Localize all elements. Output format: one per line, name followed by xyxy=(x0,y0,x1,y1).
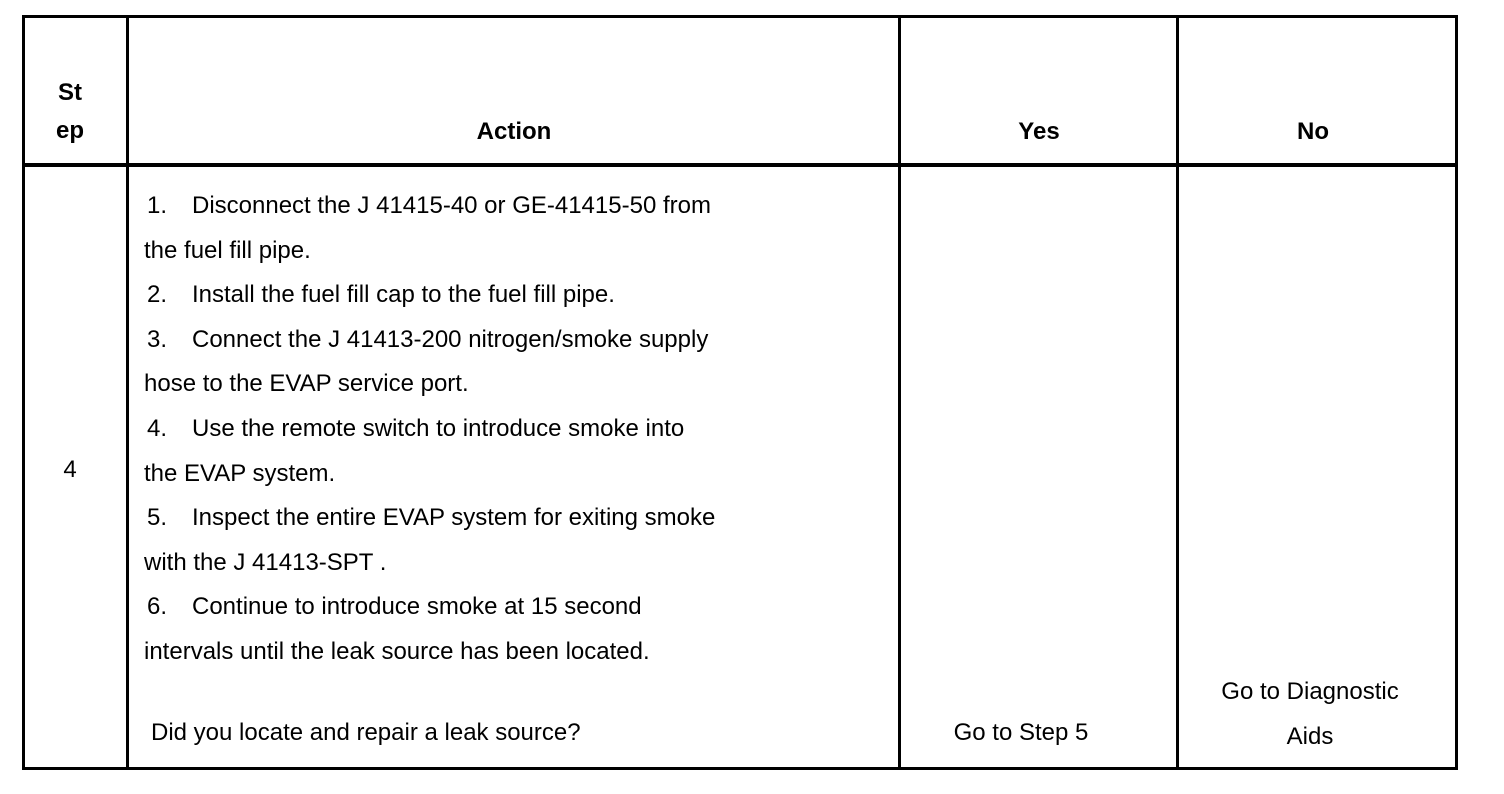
action-item-text: Connect the J 41413-200 nitrogen/smoke supply xyxy=(192,325,709,353)
yes-result: Go to Step 5 xyxy=(953,719,1089,746)
header-no: No xyxy=(1297,118,1329,145)
diagnostic-table xyxy=(22,15,1458,770)
action-item-number: 3. xyxy=(147,325,168,353)
no-result-line2: Aids xyxy=(1286,723,1334,750)
no-result xyxy=(1179,669,1441,759)
header-step-line1: St xyxy=(58,79,82,106)
action-item-6-continuation: intervals until the leak source has been located. xyxy=(144,637,650,665)
action-item-6 xyxy=(144,585,844,630)
action-item-5-continuation: with the J 41413-SPT . xyxy=(144,548,387,576)
action-item-number: 2. xyxy=(147,281,168,309)
action-item-3-continuation: hose to the EVAP service port. xyxy=(144,370,469,398)
header-divider xyxy=(25,163,1455,167)
action-item-3 xyxy=(144,318,844,363)
action-item-4-continuation: the EVAP system. xyxy=(144,459,336,487)
action-item-number: 1. xyxy=(147,192,168,219)
action-item-number: 6. xyxy=(147,593,168,621)
action-item-text: Continue to introduce smoke at 15 second xyxy=(192,593,642,621)
header-action: Action xyxy=(476,118,552,145)
action-item-1-continuation: the fuel fill pipe. xyxy=(144,236,311,264)
action-item-text: Use the remote switch to introduce smoke into xyxy=(192,414,685,442)
action-item-4 xyxy=(144,407,844,452)
action-item-number: 4. xyxy=(147,414,168,442)
action-item-number: 5. xyxy=(147,504,168,532)
question-text: Did you locate and repair a leak source? xyxy=(151,719,581,746)
header-yes: Yes xyxy=(1018,118,1060,145)
action-item-1 xyxy=(144,184,844,229)
action-item-text: Install the fuel fill cap to the fuel fill pipe. xyxy=(192,281,615,309)
action-item-5 xyxy=(144,496,844,541)
header-step-line2: ep xyxy=(55,117,84,144)
action-list xyxy=(144,184,844,675)
step-number: 4 xyxy=(63,456,77,483)
action-item-text: Inspect the entire EVAP system for exiting smoke xyxy=(192,504,716,532)
header-step xyxy=(29,74,111,150)
action-item-text: Disconnect the J 41415-40 or GE-41415-50 from xyxy=(192,192,711,219)
action-item-2 xyxy=(144,273,844,318)
no-result-line1: Go to Diagnostic xyxy=(1221,678,1399,705)
